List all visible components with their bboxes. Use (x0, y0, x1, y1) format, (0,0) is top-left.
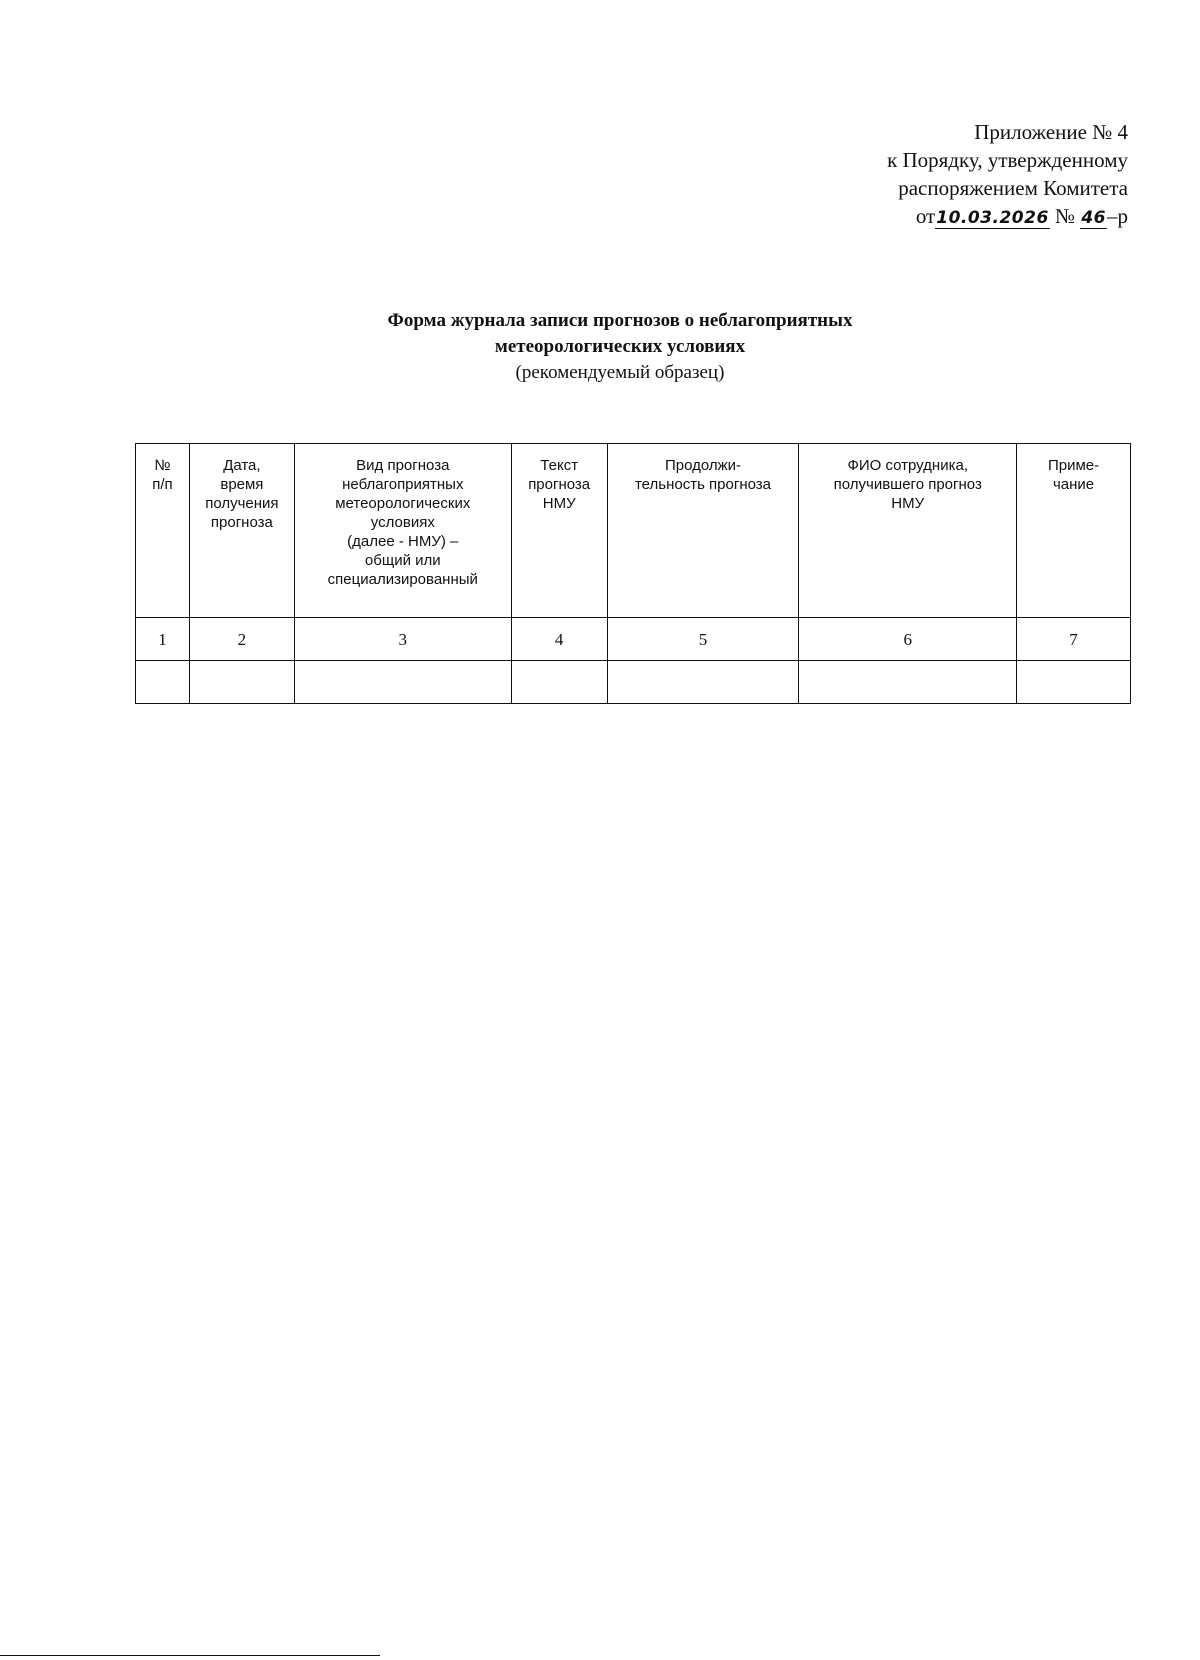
column-number-cell: 7 (1017, 618, 1131, 661)
appendix-block (887, 118, 1128, 230)
appendix-date-line (887, 202, 1128, 230)
form-subtitle: (рекомендуемый образец) (515, 362, 725, 383)
column-number-cell: 1 (136, 618, 190, 661)
empty-cell (1017, 661, 1131, 704)
handwritten-number: 46 (1081, 208, 1106, 228)
empty-cell (136, 661, 190, 704)
column-number-row (136, 618, 1131, 661)
appendix-title: Приложение № 4 (974, 120, 1128, 144)
appendix-ref: к Порядку, утвержденному (887, 148, 1128, 172)
date-prefix: от (915, 204, 936, 228)
form-title-block (0, 308, 1200, 386)
empty-cell (189, 661, 294, 704)
number-suffix: –р (1107, 204, 1128, 228)
header-cell: Продолжи- тельность прогноза (607, 444, 799, 618)
journal-table (135, 443, 1131, 704)
empty-cell (294, 661, 511, 704)
header-cell: № п/п (136, 444, 190, 618)
header-cell: Дата, время получения прогноза (189, 444, 294, 618)
number-prefix: № (1055, 204, 1076, 228)
form-title-line-1: Форма журнала записи прогнозов о неблагоприятных (387, 310, 853, 331)
footer-rule (0, 1655, 380, 1656)
column-number-cell: 5 (607, 618, 799, 661)
column-number-cell: 3 (294, 618, 511, 661)
empty-cell (511, 661, 607, 704)
column-number-cell: 6 (799, 618, 1017, 661)
handwritten-date: 10.03.2026 (936, 208, 1049, 228)
header-cell: Приме- чание (1017, 444, 1131, 618)
header-cell: Вид прогноза неблагоприятных метеорологических условиях (далее - НМУ) – общий или специализированный (294, 444, 511, 618)
column-number-cell: 2 (189, 618, 294, 661)
empty-table-row (136, 661, 1131, 704)
appendix-order: распоряжением Комитета (898, 176, 1128, 200)
empty-cell (607, 661, 799, 704)
header-cell: Текст прогноза НМУ (511, 444, 607, 618)
column-number-cell: 4 (511, 618, 607, 661)
table-header-row (136, 444, 1131, 618)
header-cell: ФИО сотрудника, получившего прогноз НМУ (799, 444, 1017, 618)
form-title-line-2: метеорологических условиях (494, 336, 746, 357)
empty-cell (799, 661, 1017, 704)
